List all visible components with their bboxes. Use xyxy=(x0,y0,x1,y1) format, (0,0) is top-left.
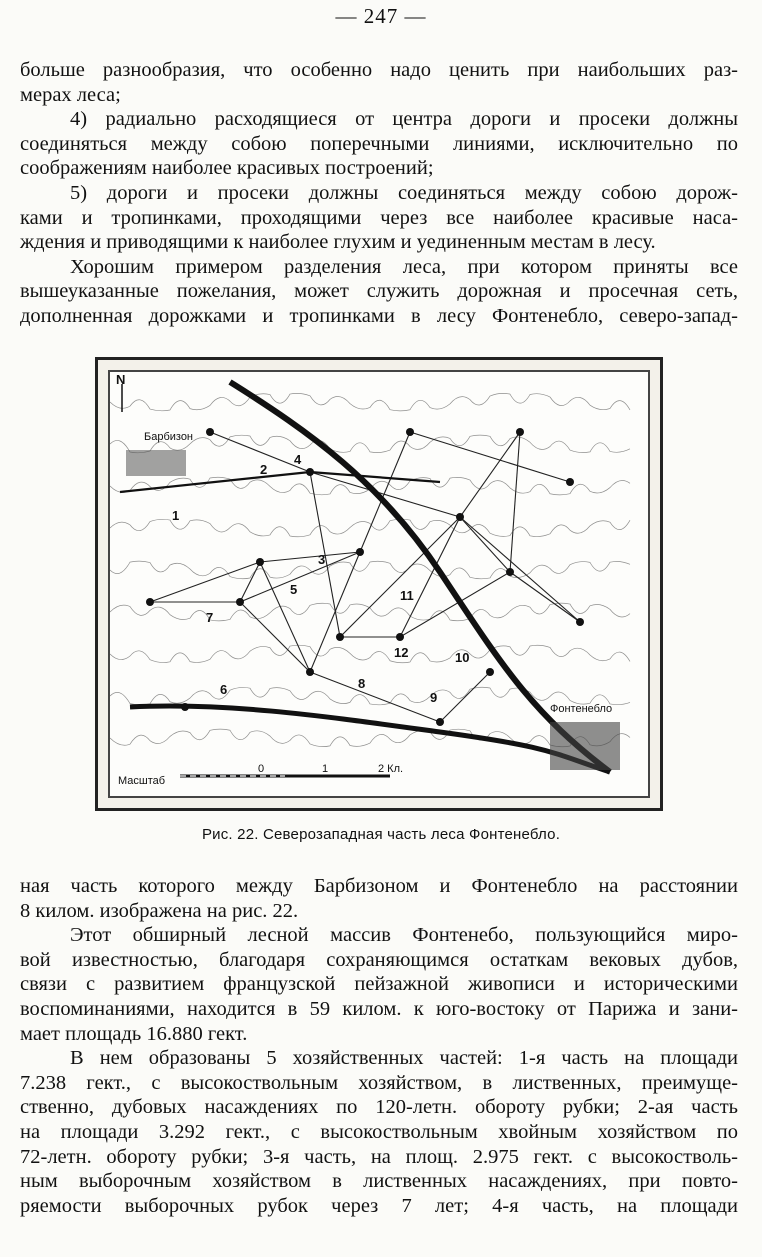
junction-node xyxy=(206,428,214,436)
junction-node xyxy=(356,548,364,556)
text-line: 72-летн. обороту рубки; 3-я часть, на площ. 2.975 гект. с высокостволь- xyxy=(20,1145,738,1168)
junction-node xyxy=(576,618,584,626)
parcel-number: 8 xyxy=(358,676,366,691)
scale-label: Масштаб xyxy=(118,775,166,787)
text-line: мерах леса; xyxy=(20,83,121,106)
text-line: 7.238 гект., с высокоствольным хозяйством, в лиственных, преимуще- xyxy=(20,1071,738,1094)
figure-map xyxy=(95,357,663,811)
junction-node xyxy=(336,633,344,641)
junction-node xyxy=(436,718,444,726)
text-line: дополненная дорожками и тропинками в лесу Фонтенебло, северо-запад- xyxy=(20,304,738,327)
text-line: ным выборочным хозяйством в лиственных насаждениях, при повто- xyxy=(20,1170,738,1193)
text-line: 4) радиально расходящиеся от центра дороги и просеки должны xyxy=(70,108,738,131)
parcel-number: 6 xyxy=(220,682,228,697)
page-number: — 247 — xyxy=(335,4,427,28)
junction-node xyxy=(486,668,494,676)
text-line: воспоминаниями, находится в 59 килом. к юго-востоку от Парижа и зани- xyxy=(20,997,738,1020)
parcel-number: 7 xyxy=(206,610,214,625)
parcel-number: 10 xyxy=(455,650,470,665)
text-line: 5) дороги и просеки должны соединяться между собою дорож- xyxy=(70,181,738,204)
text-line: вой известностью, благодаря сохраняющимся остаткам вековых дубов, xyxy=(20,948,738,971)
junction-node xyxy=(566,478,574,486)
text-line: Этот обширный лесной массив Фонтенебо, пользующийся миро- xyxy=(70,924,738,947)
body-text-top xyxy=(20,58,738,329)
junction-node xyxy=(236,598,244,606)
junction-node xyxy=(256,558,264,566)
parcel-number: 1 xyxy=(172,508,180,523)
parcel-number: 5 xyxy=(290,582,298,597)
parcel-number: 12 xyxy=(394,645,409,660)
junction-node xyxy=(181,703,189,711)
junction-node xyxy=(146,598,154,606)
junction-node xyxy=(396,633,404,641)
parcel-number: 9 xyxy=(430,690,438,705)
fontainebleau-town xyxy=(550,722,620,770)
map-image xyxy=(108,370,650,798)
text-line: В нем образованы 5 хозяйственных частей: 1-я часть на площади xyxy=(70,1047,738,1070)
text-line: вышеуказанные пожелания, может служить дорожная и просечная сеть, xyxy=(20,280,738,303)
town-fontainebleau: Фонтенебло xyxy=(550,703,613,715)
town-barbizon: Барбизон xyxy=(144,431,194,443)
text-line: соображениям наиболее красивых построений; xyxy=(20,157,434,180)
forest-map-drawing xyxy=(110,372,648,796)
barbizon-village xyxy=(126,450,186,476)
junction-node xyxy=(306,668,314,676)
parcel-number: 2 xyxy=(260,462,268,477)
parcel-number: 4 xyxy=(294,452,302,467)
body-text-bottom xyxy=(20,874,738,1218)
scale-tick-2: 2 Кл. xyxy=(378,763,404,775)
figure-caption: Рис. 22. Северозападная часть леса Фонтенебло. xyxy=(201,826,561,843)
text-line: ждения и приводящими к наиболее глухим и уединенным местам в лесу. xyxy=(20,231,656,254)
junction-node xyxy=(456,513,464,521)
north-label: N xyxy=(116,372,126,387)
junction-node xyxy=(506,568,514,576)
text-line: связи с развитием французской пейзажной живописи и историческими xyxy=(20,973,738,996)
text-line: ками и тропинками, проходящими через все наиболее красивые наса- xyxy=(20,206,738,229)
scale-tick-0: 0 xyxy=(258,763,265,775)
text-line: ная часть которого между Барбизоном и Фонтенебло на расстоянии xyxy=(20,875,738,897)
scale-tick-1: 1 xyxy=(322,763,329,775)
text-line: ряемости выборочных рубок через 7 лет; 4-я часть, на площади xyxy=(20,1194,738,1217)
text-line: больше разнообразия, что особенно надо ценить при наибольших раз- xyxy=(20,59,738,81)
parcel-number: 3 xyxy=(318,552,326,567)
text-line: ственно, дубовых насаждениях по 120-летн. обороту рубки; 2-ая часть xyxy=(20,1096,738,1119)
text-line: мает площадь 16.880 гект. xyxy=(20,1022,248,1045)
text-line: на площади 3.292 гект., с высокоствольным хвойным хозяйством по xyxy=(20,1120,738,1143)
text-line: соединяться между собою поперечными линиями, исключительно по xyxy=(20,132,738,155)
junction-node xyxy=(516,428,524,436)
text-line: 8 килом. изображена на рис. 22. xyxy=(20,899,299,922)
junction-node xyxy=(306,468,314,476)
parcel-number: 11 xyxy=(400,588,414,603)
junction-node xyxy=(406,428,414,436)
text-line: Хорошим примером разделения леса, при котором приняты все xyxy=(70,255,738,278)
